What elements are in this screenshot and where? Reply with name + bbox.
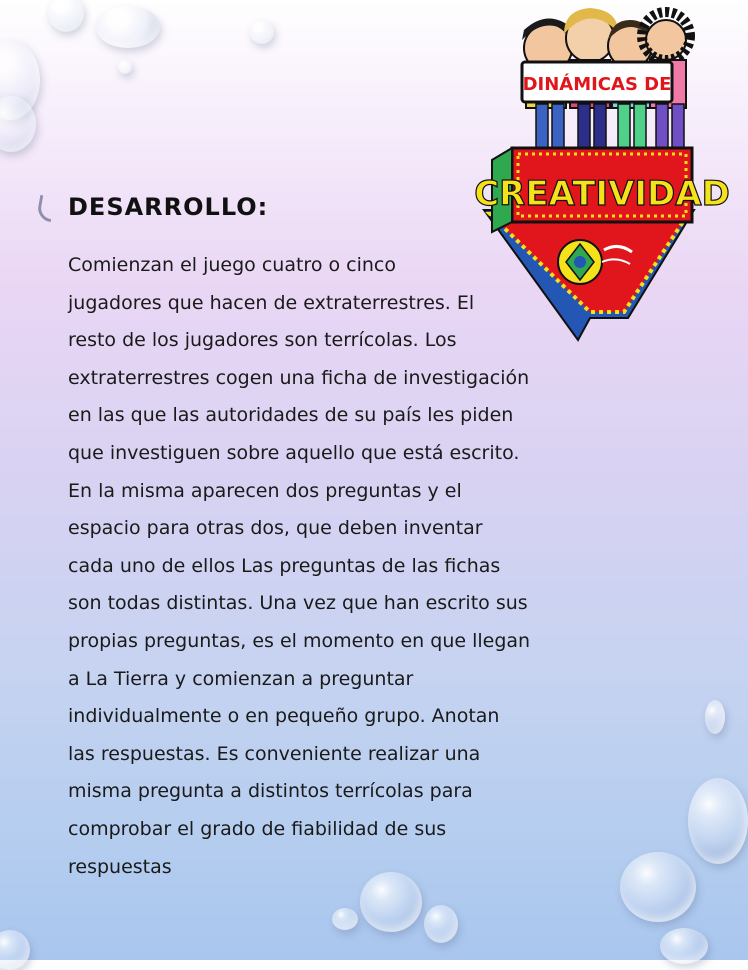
top-banner xyxy=(522,62,672,102)
body-line: misma pregunta a distintos terrícolas para xyxy=(68,780,473,803)
water-drop xyxy=(688,778,748,864)
bullet-marker xyxy=(36,195,55,222)
body-line: resto de los jugadores son terrícolas. Los xyxy=(68,329,457,352)
body-line: que investiguen sobre aquello que está escrito. xyxy=(68,441,520,464)
body-line: propias preguntas, es el momento en que llegan xyxy=(68,629,531,652)
body-line: comprobar el grado de fiabilidad de sus xyxy=(68,817,447,840)
body-line: en las que las autoridades de su país les piden xyxy=(68,404,514,427)
water-drop xyxy=(424,905,458,943)
body-line: cada uno de ellos Las preguntas de las fichas xyxy=(68,554,501,577)
body-line: son todas distintas. Una vez que han escrito sus xyxy=(68,592,528,615)
body-line: a La Tierra y comienzan a preguntar xyxy=(68,667,414,690)
water-drop xyxy=(96,6,160,48)
logo-main-text: CREATIVIDAD xyxy=(474,174,730,214)
body-line: jugadores que hacen de extraterrestres. El xyxy=(68,291,475,314)
body-line: Comienzan el juego cuatro o cinco xyxy=(68,254,396,276)
logo-top-text: DINÁMICAS DE xyxy=(522,74,672,95)
body-line: espacio para otras dos, que deben inventar xyxy=(68,517,483,540)
water-drop xyxy=(250,20,274,44)
body-line: las respuestas. Es conveniente realizar una xyxy=(68,742,481,765)
section-heading: DESARROLLO: xyxy=(68,193,269,221)
body-paragraph xyxy=(68,247,588,886)
body-line: En la misma aparecen dos preguntas y el xyxy=(68,479,462,502)
body-line: individualmente o en pequeño grupo. Anotan xyxy=(68,705,500,728)
water-drop xyxy=(118,60,132,74)
water-drop xyxy=(705,700,725,734)
water-drop xyxy=(0,930,30,970)
water-drop xyxy=(48,0,84,32)
body-line: extraterrestres cogen una ficha de investigación xyxy=(68,366,530,389)
water-drop xyxy=(660,928,708,964)
body-line: respuestas xyxy=(68,855,172,878)
children-legs xyxy=(536,104,684,150)
water-drop xyxy=(332,908,358,930)
water-drop xyxy=(620,852,696,922)
